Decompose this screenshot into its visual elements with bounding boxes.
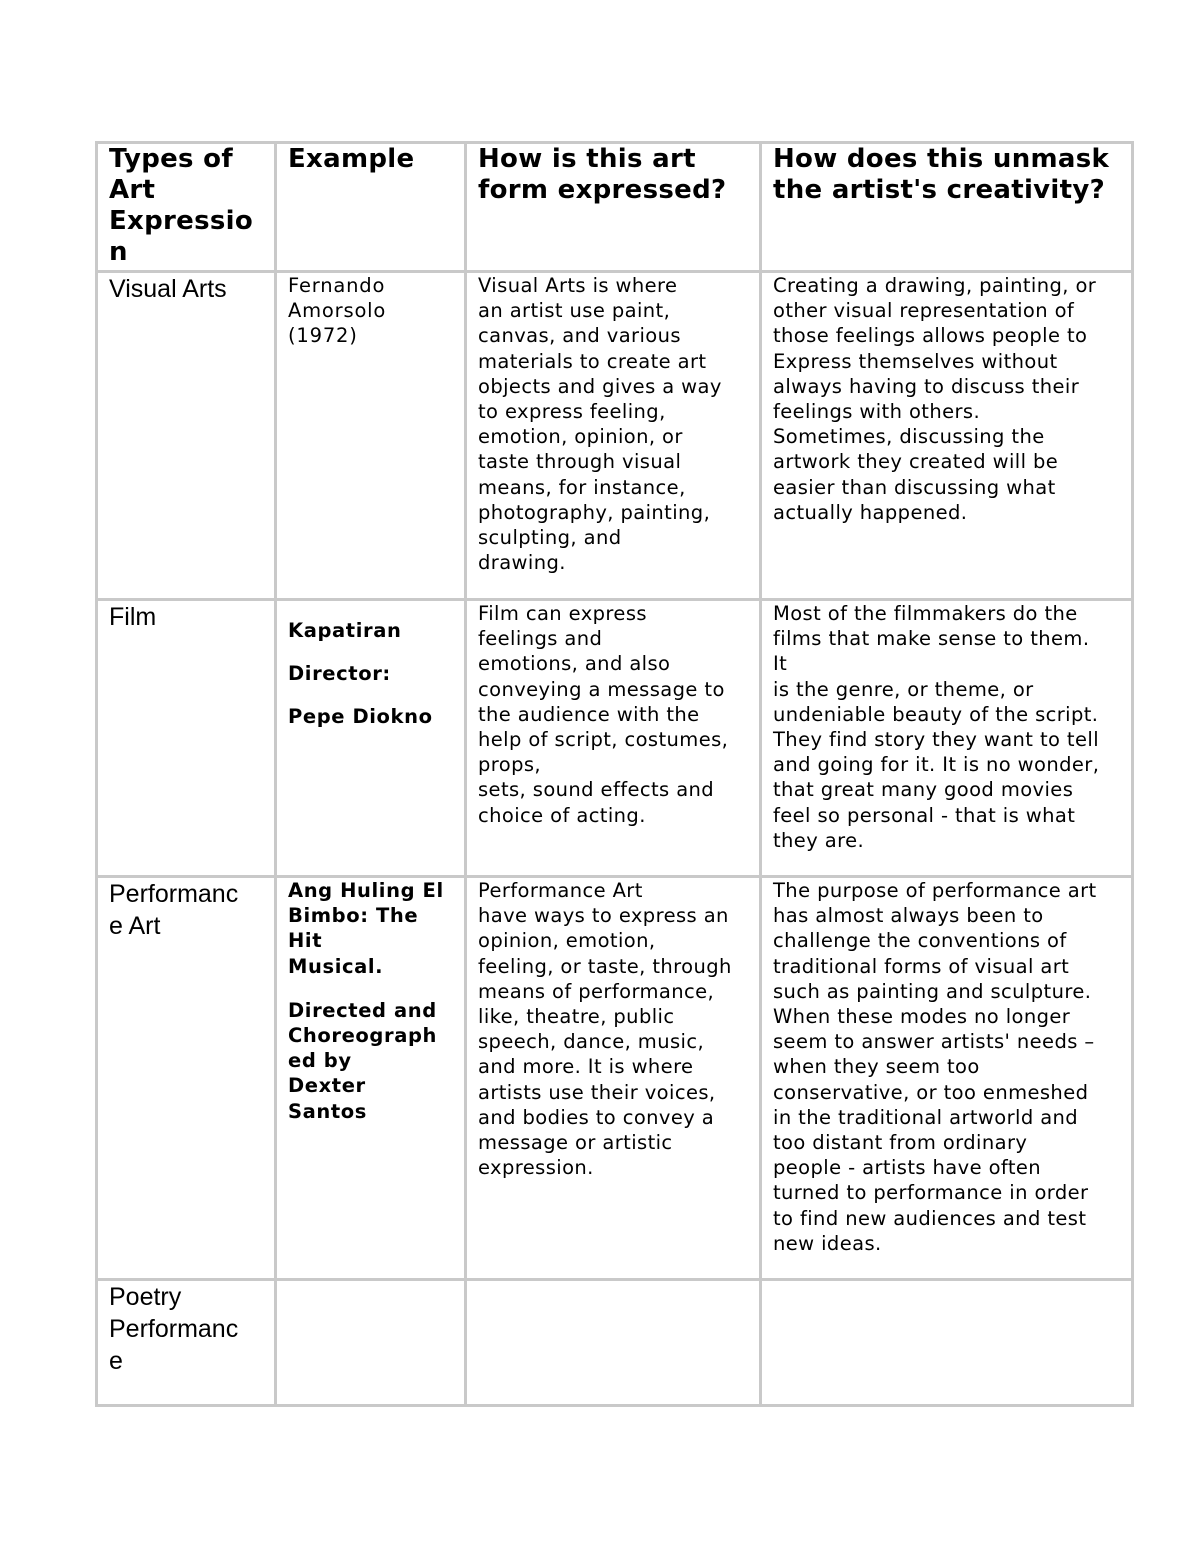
director-name: Pepe Diokno (288, 705, 433, 728)
table-row (97, 600, 1133, 877)
body-text-line: sets, sound effects and (478, 778, 715, 802)
body-text-line: like, theatre, public (478, 1005, 675, 1029)
body-text-line: choice of acting. (478, 803, 646, 827)
table-row (97, 877, 1133, 1280)
body-text-line: When these modes no longer (773, 1005, 1071, 1029)
type-cell-performance-art (97, 877, 276, 1280)
body-text-line: sculpting, and (478, 526, 622, 550)
header-text-line: How does this unmask (773, 144, 1110, 174)
header-text-line: Example (288, 144, 415, 174)
unmask-cell-performance-art (761, 877, 1133, 1280)
type-label: e (109, 1347, 123, 1375)
body-text-line: artists use their voices, (478, 1080, 716, 1104)
body-text-line: challenge the conventions of (773, 929, 1067, 953)
body-text-line: easier than discussing what (773, 475, 1056, 499)
type-cell-film (97, 600, 276, 877)
table-row (97, 272, 1133, 600)
body-text-line: emotion, opinion, or (478, 425, 683, 449)
header-text-line: Types of (109, 144, 233, 174)
header-text-line: Art (109, 175, 156, 205)
body-text-line: that great many good movies (773, 778, 1074, 802)
body-text-line: and more. It is where (478, 1055, 694, 1079)
body-text-line: Most of the filmmakers do the (773, 602, 1078, 625)
body-text-line: conservative, or too enmeshed (773, 1080, 1089, 1104)
body-text-line: Express themselves without (773, 349, 1058, 373)
spacer (288, 643, 460, 661)
body-text-line: artwork they created will be (773, 450, 1059, 474)
body-text-line: feelings and (478, 627, 603, 651)
body-text-line: an artist use paint, (478, 299, 671, 323)
header-row (97, 143, 1133, 272)
body-text-line: Visual Arts is where (478, 274, 678, 297)
type-cell-poetry-performance (97, 1280, 276, 1406)
body-text-line: other visual representation of (773, 299, 1075, 323)
expressed-cell-poetry-performance (466, 1280, 761, 1406)
spacer (288, 979, 460, 998)
body-text-line: to express feeling, (478, 400, 666, 424)
body-text-line: taste through visual (478, 450, 682, 474)
example-cell-film (276, 600, 466, 877)
art-expression-table (95, 141, 1134, 1407)
header-how-expressed (466, 143, 761, 272)
body-text-line: to find new audiences and test (773, 1206, 1087, 1230)
film-title: Kapatiran (288, 619, 402, 642)
body-text-line: means of performance, (478, 979, 715, 1003)
body-text-line: turned to performance in order (773, 1181, 1089, 1205)
body-text-line: objects and gives a way (478, 374, 722, 398)
body-text-line: films that make sense to them. (773, 627, 1090, 651)
body-text-line: They find story they want to tell (773, 728, 1100, 752)
body-text-line: props, (478, 753, 542, 777)
example-cell-visual-arts (276, 272, 466, 600)
example-title-line: Musical. (288, 954, 384, 978)
body-text-line: opinion, emotion, (478, 929, 656, 953)
body-text-line: and going for it. It is no wonder, (773, 753, 1100, 777)
example-text-line: Amorsolo (288, 299, 387, 323)
body-text-line: traditional forms of visual art (773, 954, 1070, 978)
example-credit-line: ed by (288, 1049, 352, 1073)
body-text-line: Performance Art (478, 879, 643, 902)
body-text-line: feeling, or taste, through (478, 954, 732, 978)
body-text-line: Film can express (478, 602, 647, 625)
type-label: Poetry (109, 1283, 182, 1311)
header-text-line: How is this art (478, 144, 696, 174)
example-title-line: Hit (288, 929, 323, 953)
header-text-line: Expressio (109, 206, 254, 236)
type-label: Film (109, 603, 157, 631)
header-example (276, 143, 466, 272)
body-text-line: such as painting and sculpture. (773, 979, 1092, 1003)
example-credit-line: Santos (288, 1099, 368, 1123)
unmask-cell-visual-arts (761, 272, 1133, 600)
body-text-line: actually happened. (773, 500, 968, 524)
body-text-line: materials to create art (478, 349, 707, 373)
example-cell-performance-art (276, 877, 466, 1280)
example-title-line: Bimbo: The (288, 904, 419, 928)
example-credit-line: Choreograph (288, 1024, 438, 1048)
unmask-cell-poetry-performance (761, 1280, 1133, 1406)
example-credit-line: Dexter (288, 1074, 366, 1098)
body-text-line: drawing. (478, 551, 566, 575)
body-text-line: canvas, and various (478, 324, 681, 348)
header-how-unmask (761, 143, 1133, 272)
body-text-line: they are. (773, 828, 865, 852)
body-text-line: means, for instance, (478, 475, 686, 499)
example-text-line: Fernando (288, 274, 386, 297)
body-text-line: Sometimes, discussing the (773, 425, 1045, 449)
body-text-line: always having to discuss their (773, 374, 1080, 398)
header-text-line: form expressed? (478, 175, 727, 205)
body-text-line: is the genre, or theme, or (773, 677, 1034, 701)
body-text-line: undeniable beauty of the script. (773, 702, 1099, 726)
body-text-line: emotions, and also (478, 652, 671, 676)
body-text-line: the audience with the (478, 702, 700, 726)
body-text-line: those feelings allows people to (773, 324, 1088, 348)
body-text-line: message or artistic (478, 1131, 673, 1155)
body-text-line: expression. (478, 1156, 594, 1180)
spacer (288, 686, 460, 704)
example-title-line: Ang Huling El (288, 879, 444, 902)
body-text-line: has almost always been to (773, 904, 1044, 928)
body-text-line: too distant from ordinary (773, 1131, 1028, 1155)
body-text-line: seem to answer artists' needs – (773, 1030, 1095, 1054)
expressed-cell-performance-art (466, 877, 761, 1280)
body-text-line: have ways to express an (478, 904, 729, 928)
body-text-line: people - artists have often (773, 1156, 1042, 1180)
type-label: e Art (109, 912, 161, 940)
body-text-line: Creating a drawing, painting, or (773, 274, 1097, 297)
body-text-line: in the traditional artworld and (773, 1105, 1079, 1129)
type-label: Performanc (109, 1315, 239, 1343)
header-text-line: the artist's creativity? (773, 175, 1105, 205)
expressed-cell-visual-arts (466, 272, 761, 600)
body-text-line: photography, painting, (478, 500, 711, 524)
example-cell-poetry-performance (276, 1280, 466, 1406)
body-text-line: feel so personal - that is what (773, 803, 1076, 827)
director-label: Director: (288, 662, 391, 685)
type-label: Performanc (109, 880, 239, 908)
table-row (97, 1280, 1133, 1406)
example-credit-line: Directed and (288, 998, 437, 1022)
body-text-line: help of script, costumes, (478, 728, 729, 752)
type-label: Visual Arts (109, 275, 227, 303)
body-text-line: and bodies to convey a (478, 1105, 715, 1129)
unmask-cell-film (761, 600, 1133, 877)
header-text-line: n (109, 237, 128, 267)
body-text-line: when they seem too (773, 1055, 980, 1079)
body-text-line: It (773, 652, 788, 676)
expressed-cell-film (466, 600, 761, 877)
body-text-line: The purpose of performance art (773, 879, 1097, 902)
body-text-line: feelings with others. (773, 400, 981, 424)
body-text-line: speech, dance, music, (478, 1030, 705, 1054)
body-text-line: conveying a message to (478, 677, 725, 701)
header-types-of-art-expression (97, 143, 276, 272)
type-cell-visual-arts (97, 272, 276, 600)
body-text-line: new ideas. (773, 1231, 882, 1255)
example-text-line: (1972) (288, 324, 358, 348)
